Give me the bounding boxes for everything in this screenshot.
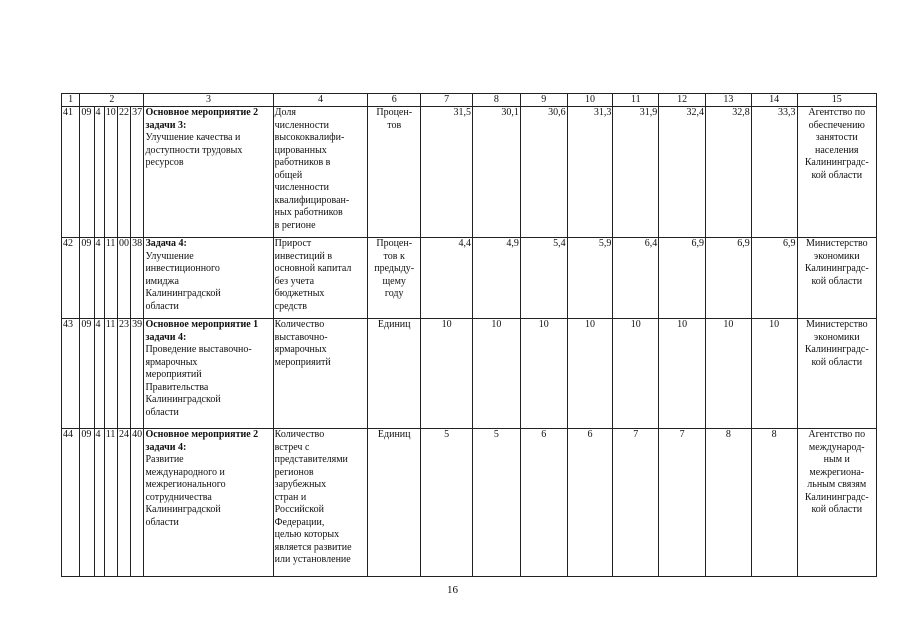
measure-description: Улучшение качества и доступности трудовых ресурсов (145, 132, 243, 168)
value-cell: 30,1 (473, 107, 521, 238)
header-cell: 3 (144, 94, 273, 107)
measure-description: Улучшение инвестиционного имиджа Калининградской области (145, 250, 221, 312)
value-cell: 10 (751, 319, 797, 429)
code-cell: 10 (104, 107, 117, 238)
value-cell: 10 (473, 319, 521, 429)
value-cell: 10 (421, 319, 473, 429)
value-cell: 10 (520, 319, 567, 429)
measure-title: Задача 4: (145, 238, 187, 249)
measure-cell (144, 319, 273, 429)
responsible-cell: Агентство по обеспечению занятости населения Калининградс- кой области (797, 107, 876, 238)
value-cell: 10 (567, 319, 613, 429)
header-cell: 9 (520, 94, 567, 107)
table-row (62, 238, 877, 319)
value-cell: 5 (473, 429, 521, 577)
value-cell: 6,9 (751, 238, 797, 319)
value-cell: 5,4 (520, 238, 567, 319)
code-cell: 4 (94, 238, 104, 319)
value-cell: 31,5 (421, 107, 473, 238)
value-cell: 8 (705, 429, 751, 577)
code-cell: 4 (94, 319, 104, 429)
code-cell: 11 (104, 238, 117, 319)
value-cell: 30,6 (520, 107, 567, 238)
header-cell: 2 (80, 94, 144, 107)
value-cell: 10 (659, 319, 706, 429)
page-number: 16 (447, 584, 458, 596)
value-cell: 6 (520, 429, 567, 577)
code-cell: 22 (117, 107, 130, 238)
value-cell: 6,9 (705, 238, 751, 319)
value-cell: 33,3 (751, 107, 797, 238)
unit-cell: Процен- тов к предыду- щему году (368, 238, 421, 319)
measure-title: Основное мероприятие 1 задачи 4: (145, 319, 259, 343)
code-cell: 09 (80, 429, 94, 577)
responsible-cell: Министерство экономики Калининградс- кой области (797, 319, 876, 429)
header-cell: 15 (797, 94, 876, 107)
indicator-cell: Прирост инвестиций в основной капитал без учета бюджетных средств (273, 238, 368, 319)
unit-cell: Процен- тов (368, 107, 421, 238)
header-cell: 4 (273, 94, 368, 107)
measure-cell (144, 429, 273, 577)
value-cell: 5 (421, 429, 473, 577)
code-cell: 09 (80, 319, 94, 429)
header-row (62, 94, 877, 107)
data-table (61, 93, 877, 577)
header-cell: 10 (567, 94, 613, 107)
measure-cell (144, 238, 273, 319)
unit-cell: Единиц (368, 319, 421, 429)
code-cell: 09 (80, 107, 94, 238)
header-cell: 12 (659, 94, 706, 107)
table-row (62, 319, 877, 429)
value-cell: 10 (705, 319, 751, 429)
row-number: 43 (62, 319, 80, 429)
value-cell: 31,9 (613, 107, 659, 238)
responsible-cell: Министерство экономики Калининградс- кой области (797, 238, 876, 319)
measure-description: Проведение выставочно- ярмарочных мероприятий Правительства Калининградской области (145, 344, 252, 418)
measure-title: Основное мероприятие 2 задачи 4: (145, 429, 259, 453)
code-cell: 11 (104, 429, 117, 577)
header-cell: 1 (62, 94, 80, 107)
value-cell: 5,9 (567, 238, 613, 319)
code-cell: 4 (94, 107, 104, 238)
code-cell: 4 (94, 429, 104, 577)
indicator-cell: Количество встреч с представителями регионов зарубежных стран и Российской Федерации, целью которых является развитие или установление (273, 429, 368, 577)
code-cell: 23 (117, 319, 130, 429)
measure-description: Развитие международного и межрегионального сотрудничества Калининградской области (145, 454, 226, 528)
code-cell: 37 (131, 107, 144, 238)
header-cell: 7 (421, 94, 473, 107)
header-cell: 13 (705, 94, 751, 107)
value-cell: 7 (659, 429, 706, 577)
code-cell: 11 (104, 319, 117, 429)
header-cell: 8 (473, 94, 521, 107)
code-cell: 40 (131, 429, 144, 577)
row-number: 44 (62, 429, 80, 577)
value-cell: 10 (613, 319, 659, 429)
value-cell: 8 (751, 429, 797, 577)
value-cell: 31,3 (567, 107, 613, 238)
table-row (62, 429, 877, 577)
code-cell: 38 (131, 238, 144, 319)
value-cell: 4,4 (421, 238, 473, 319)
code-cell: 39 (131, 319, 144, 429)
value-cell: 6 (567, 429, 613, 577)
header-cell: 11 (613, 94, 659, 107)
value-cell: 6,9 (659, 238, 706, 319)
measure-cell (144, 107, 273, 238)
value-cell: 32,4 (659, 107, 706, 238)
code-cell: 00 (117, 238, 130, 319)
value-cell: 6,4 (613, 238, 659, 319)
value-cell: 32,8 (705, 107, 751, 238)
value-cell: 7 (613, 429, 659, 577)
code-cell: 24 (117, 429, 130, 577)
header-cell: 14 (751, 94, 797, 107)
table-row (62, 107, 877, 238)
measure-title: Основное мероприятие 2 задачи 3: (145, 107, 259, 131)
unit-cell: Единиц (368, 429, 421, 577)
responsible-cell: Агентство по международ- ным и межрегиона- льным связям Калининградс- кой области (797, 429, 876, 577)
indicator-cell: Доля численности высококвалифи- цированных работников в общей численности квалифицирован- ных работников в регионе (273, 107, 368, 238)
indicator-cell: Количество выставочно- ярмарочных мероприяитй (273, 319, 368, 429)
row-number: 42 (62, 238, 80, 319)
row-number: 41 (62, 107, 80, 238)
code-cell: 09 (80, 238, 94, 319)
header-cell: 6 (368, 94, 421, 107)
value-cell: 4,9 (473, 238, 521, 319)
